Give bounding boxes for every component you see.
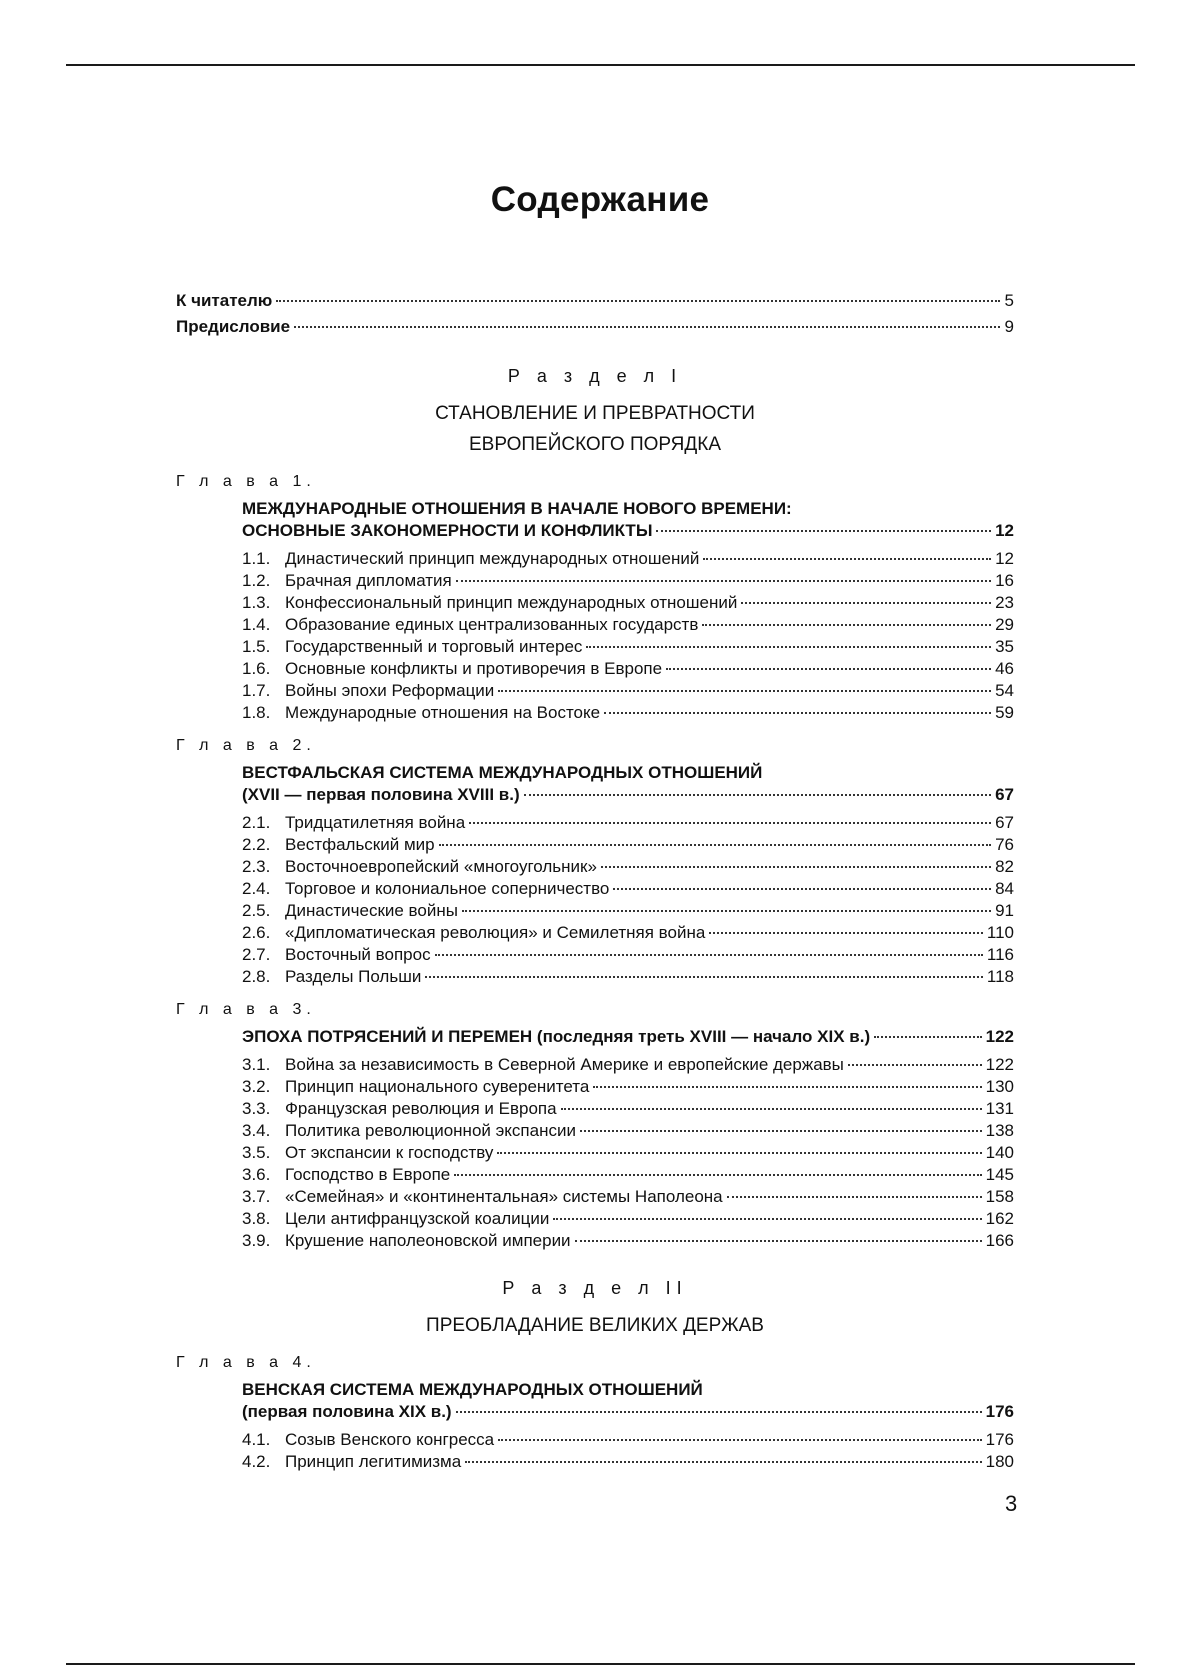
section [176, 364, 1014, 1252]
entry-title: Основные конфликты и противоречия в Европе [285, 659, 663, 678]
chapter-body [242, 1379, 1014, 1473]
item-number: 1.6. [242, 659, 271, 678]
dot-leader [874, 1036, 982, 1038]
entry-title: Вестфальский мир [285, 835, 435, 854]
dot-leader [276, 300, 1000, 302]
entry-page: 140 [985, 1143, 1014, 1162]
item-number: 3.6. [242, 1165, 271, 1184]
entry-page: 29 [995, 615, 1014, 634]
section-label: Р а з д е л II [502, 1278, 688, 1298]
item-number: 2.6. [242, 923, 271, 942]
item-number: 2.4. [242, 879, 271, 898]
toc-entry[interactable] [242, 1120, 1014, 1142]
chapter-title-line: ВЕСТФАЛЬСКАЯ СИСТЕМА МЕЖДУНАРОДНЫХ ОТНОШЕНИЙ [242, 763, 763, 782]
entry-page: 176 [985, 1430, 1014, 1449]
table-of-contents [176, 288, 1014, 1473]
entry-title: «Дипломатическая революция» и Семилетняя война [285, 923, 706, 942]
entry-title: Образование единых централизованных государств [285, 615, 699, 634]
toc-entry[interactable] [242, 680, 1014, 702]
entry-title: Война за независимость в Северной Америке и европейские державы [285, 1055, 844, 1074]
dot-leader [709, 932, 983, 934]
item-number: 3.2. [242, 1077, 271, 1096]
toc-entry[interactable] [242, 702, 1014, 724]
item-number: 1.7. [242, 681, 271, 700]
entry-page: 130 [985, 1077, 1014, 1096]
entry-title: Восточный вопрос [285, 945, 431, 964]
dot-leader [462, 910, 991, 912]
entry-title: Международные отношения на Востоке [285, 703, 601, 722]
sections [176, 364, 1014, 1473]
entry-page: 67 [995, 813, 1014, 832]
toc-entry[interactable] [176, 314, 1014, 340]
dot-leader [294, 326, 1000, 328]
dot-leader [593, 1086, 981, 1088]
chapter-items [242, 812, 1014, 988]
front-matter [176, 288, 1014, 340]
entry-title: Предисловие [176, 317, 291, 336]
section-title [176, 1310, 1014, 1341]
item-number: 3.3. [242, 1099, 271, 1118]
toc-entry[interactable] [242, 856, 1014, 878]
dot-leader [497, 1152, 981, 1154]
chapter [176, 734, 1014, 988]
dot-leader [613, 888, 991, 890]
entry-page: 9 [1004, 317, 1014, 336]
item-number: 3.9. [242, 1231, 271, 1250]
toc-entry[interactable] [242, 812, 1014, 834]
section-header [176, 364, 1014, 460]
toc-entry[interactable] [242, 1076, 1014, 1098]
toc-entry[interactable] [242, 1208, 1014, 1230]
entry-title: ЭПОХА ПОТРЯСЕНИЙ И ПЕРЕМЕН (последняя треть XVIII — начало XIX в.) [242, 1027, 871, 1046]
item-number: 2.3. [242, 857, 271, 876]
entry-page: 158 [985, 1187, 1014, 1206]
toc-entry[interactable] [242, 1054, 1014, 1076]
item-number: 1.2. [242, 571, 271, 590]
entry-title: (первая половина XIX в.) [242, 1402, 452, 1421]
dot-leader [465, 1461, 981, 1463]
page-number: 3 [1005, 1491, 1018, 1516]
toc-entry[interactable] [242, 1142, 1014, 1164]
entry-title: Принцип легитимизма [285, 1452, 462, 1471]
toc-entry[interactable] [242, 1429, 1014, 1451]
section [176, 1276, 1014, 1473]
entry-title: Конфессиональный принцип международных отношений [285, 593, 738, 612]
entry-page: 67 [995, 785, 1014, 804]
entry-page: 116 [986, 945, 1014, 964]
chapter-title [242, 1379, 1014, 1423]
entry-title: Династические войны [285, 901, 458, 920]
dot-leader [703, 558, 991, 560]
chapter-title-line: ВЕНСКАЯ СИСТЕМА МЕЖДУНАРОДНЫХ ОТНОШЕНИЙ [242, 1380, 703, 1399]
section-title-line: ПРЕОБЛАДАНИЕ ВЕЛИКИХ ДЕРЖАВ [426, 1315, 764, 1336]
entry-page: 176 [985, 1402, 1014, 1421]
entry-page: 166 [985, 1231, 1014, 1250]
entry-title: «Семейная» и «континентальная» системы Наполеона [285, 1187, 723, 1206]
entry-page: 122 [985, 1055, 1014, 1074]
top-rule [66, 64, 1135, 66]
item-number: 3.1. [242, 1055, 271, 1074]
entry-page: 16 [995, 571, 1014, 590]
toc-entry[interactable] [242, 658, 1014, 680]
dot-leader [561, 1108, 982, 1110]
dot-leader [741, 602, 991, 604]
chapter-items [242, 548, 1014, 724]
chapter [176, 1351, 1014, 1473]
chapter-body [242, 1026, 1014, 1252]
chapter-items [242, 1429, 1014, 1473]
entry-title: Торговое и колониальное соперничество [285, 879, 610, 898]
dot-leader [586, 646, 991, 648]
dot-leader [498, 690, 991, 692]
dot-leader [848, 1064, 982, 1066]
chapter-label: Г л а в а 3. [176, 1001, 316, 1018]
item-number: 2.8. [242, 967, 271, 986]
entry-title: Цели антифранцузской коалиции [285, 1209, 550, 1228]
entry-page: 82 [995, 857, 1014, 876]
entry-title: Политика революционной экспансии [285, 1121, 576, 1140]
item-number: 1.8. [242, 703, 271, 722]
item-number: 2.2. [242, 835, 271, 854]
section-title-line: СТАНОВЛЕНИЕ И ПРЕВРАТНОСТИ [435, 403, 755, 424]
entry-title: Брачная дипломатия [285, 571, 452, 590]
entry-page: 5 [1004, 291, 1014, 310]
entry-title: К читателю [176, 291, 273, 310]
entry-page: 122 [985, 1027, 1014, 1046]
dot-leader [439, 844, 991, 846]
dot-leader [469, 822, 991, 824]
entry-title: (XVII — первая половина XVIII в.) [242, 785, 520, 804]
section-title [176, 398, 1014, 460]
item-number: 3.4. [242, 1121, 271, 1140]
entry-title: Государственный и торговый интерес [285, 637, 583, 656]
entry-page: 23 [995, 593, 1014, 612]
toc-entry[interactable] [242, 636, 1014, 658]
chapter-title [242, 498, 1014, 542]
toc-entry[interactable] [242, 1164, 1014, 1186]
item-number: 2.5. [242, 901, 271, 920]
item-number: 2.7. [242, 945, 271, 964]
dot-leader [425, 976, 983, 978]
chapter-title [242, 1026, 1014, 1048]
dot-leader [656, 530, 991, 532]
section-title-line: ЕВРОПЕЙСКОГО ПОРЯДКА [468, 434, 722, 455]
entry-title: Крушение наполеоновской империи [285, 1231, 571, 1250]
entry-page: 59 [995, 703, 1014, 722]
dot-leader [727, 1196, 982, 1198]
entry-page: 46 [995, 659, 1014, 678]
entry-title: Династический принцип международных отношений [285, 549, 700, 568]
dot-leader [524, 794, 991, 796]
toc-entry[interactable] [242, 1098, 1014, 1120]
dot-leader [604, 712, 991, 714]
chapter-body [242, 762, 1014, 988]
toc-entry[interactable] [242, 570, 1014, 592]
toc-entry[interactable] [242, 614, 1014, 636]
toc-entry[interactable] [242, 900, 1014, 922]
item-number: 2.1. [242, 813, 271, 832]
entry-page: 84 [995, 879, 1014, 898]
entry-page: 180 [985, 1452, 1014, 1471]
entry-title: Восточноевропейский «многоугольник» [285, 857, 597, 876]
entry-title: Созыв Венского конгресса [285, 1430, 495, 1449]
entry-title: От экспансии к господству [285, 1143, 494, 1162]
bottom-rule [66, 1663, 1135, 1665]
entry-title: Войны эпохи Реформации [285, 681, 495, 700]
item-number: 4.2. [242, 1452, 271, 1471]
entry-page: 138 [985, 1121, 1014, 1140]
chapter [176, 998, 1014, 1252]
toc-entry[interactable] [242, 1026, 1014, 1048]
chapter-label: Г л а в а 4. [176, 1354, 316, 1371]
entry-page: 145 [985, 1165, 1014, 1184]
chapter-title-line: МЕЖДУНАРОДНЫЕ ОТНОШЕНИЯ В НАЧАЛЕ НОВОГО ВРЕМЕНИ: [242, 499, 792, 518]
toc-entry[interactable] [242, 922, 1014, 944]
toc-entry[interactable] [242, 520, 1014, 542]
entry-title: Господство в Европе [285, 1165, 451, 1184]
toc-entry[interactable] [242, 1401, 1014, 1423]
chapter-title [242, 762, 1014, 806]
section-header [176, 1276, 1014, 1341]
item-number: 3.7. [242, 1187, 271, 1206]
toc-entry[interactable] [176, 288, 1014, 314]
toc-entry[interactable] [242, 966, 1014, 988]
toc-entry[interactable] [242, 944, 1014, 966]
dot-leader [575, 1240, 982, 1242]
toc-entry[interactable] [242, 548, 1014, 570]
section-label: Р а з д е л I [507, 366, 683, 386]
entry-title: Тридцатилетняя война [285, 813, 466, 832]
entry-page: 12 [995, 549, 1014, 568]
toc-entry[interactable] [242, 592, 1014, 614]
dot-leader [435, 954, 983, 956]
item-number: 3.5. [242, 1143, 271, 1162]
chapter-label: Г л а в а 2. [176, 737, 316, 754]
entry-page: 118 [986, 967, 1014, 986]
dot-leader [580, 1130, 982, 1132]
dot-leader [601, 866, 991, 868]
item-number: 4.1. [242, 1430, 271, 1449]
toc-entry[interactable] [242, 878, 1014, 900]
dot-leader [666, 668, 991, 670]
entry-page: 76 [995, 835, 1014, 854]
entry-title: ОСНОВНЫЕ ЗАКОНОМЕРНОСТИ И КОНФЛИКТЫ [242, 521, 653, 540]
entry-page: 131 [985, 1099, 1014, 1118]
item-number: 1.3. [242, 593, 271, 612]
toc-entry[interactable] [242, 784, 1014, 806]
item-number: 1.4. [242, 615, 271, 634]
dot-leader [498, 1439, 982, 1441]
entry-page: 12 [995, 521, 1014, 540]
dot-leader [456, 580, 991, 582]
dot-leader [702, 624, 991, 626]
entry-title: Разделы Польши [285, 967, 422, 986]
toc-entry[interactable] [242, 1186, 1014, 1208]
entry-page: 54 [995, 681, 1014, 700]
dot-leader [456, 1411, 982, 1413]
dot-leader [553, 1218, 981, 1220]
toc-entry[interactable] [242, 1451, 1014, 1473]
item-number: 1.5. [242, 637, 271, 656]
item-number: 3.8. [242, 1209, 271, 1228]
entry-page: 91 [995, 901, 1014, 920]
toc-entry[interactable] [242, 1230, 1014, 1252]
chapter-label: Г л а в а 1. [176, 473, 316, 490]
entry-title: Французская революция и Европа [285, 1099, 557, 1118]
chapter-body [242, 498, 1014, 724]
entry-page: 110 [986, 923, 1014, 942]
entry-page: 162 [985, 1209, 1014, 1228]
chapter [176, 470, 1014, 724]
item-number: 1.1. [242, 549, 271, 568]
chapter-items [242, 1054, 1014, 1252]
toc-entry[interactable] [242, 834, 1014, 856]
entry-page: 35 [995, 637, 1014, 656]
dot-leader [454, 1174, 981, 1176]
page-title: Содержание [490, 180, 710, 219]
entry-title: Принцип национального суверенитета [285, 1077, 590, 1096]
